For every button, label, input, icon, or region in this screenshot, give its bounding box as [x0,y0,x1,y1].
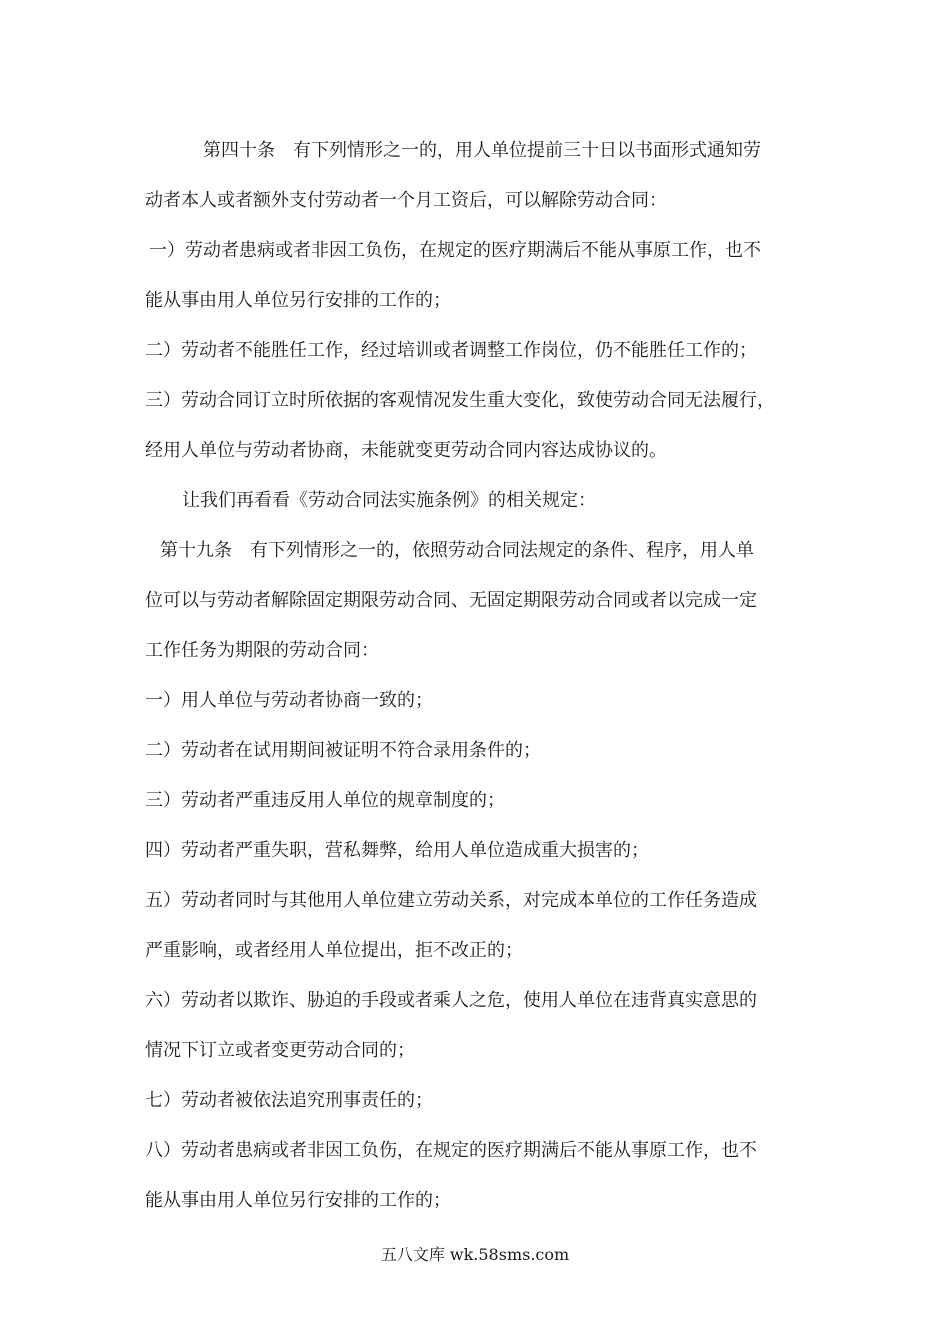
list-item-line: 二）劳动者不能胜任工作，经过培训或者调整工作岗位，仍不能胜任工作的； [145,340,757,361]
list-item-line: 经用人单位与劳动者协商，未能就变更劳动合同内容达成协议的。 [145,440,667,461]
list-item-line: 六）劳动者以欺诈、胁迫的手段或者乘人之危，使用人单位在违背真实意思的 [145,990,757,1011]
paragraph-line-article-19: 第十九条 有下列情形之一的，依照劳动合同法规定的条件、程序，用人单 [160,540,754,561]
paragraph-line-intro: 让我们再看看《劳动合同法实施条例》的相关规定： [182,490,596,511]
paragraph-line-article-40: 第四十条 有下列情形之一的，用人单位提前三十日以书面形式通知劳 [203,140,761,161]
list-item-line: 能从事由用人单位另行安排的工作的； [145,290,451,311]
paragraph-line: 动者本人或者额外支付劳动者一个月工资后，可以解除劳动合同： [145,190,667,211]
list-item-line: 八）劳动者患病或者非因工负伤，在规定的医疗期满后不能从事原工作，也不 [145,1140,757,1161]
list-item-line: 五）劳动者同时与其他用人单位建立劳动关系，对完成本单位的工作任务造成 [145,890,757,911]
paragraph-line: 位可以与劳动者解除固定期限劳动合同、无固定期限劳动合同或者以完成一定 [145,590,757,611]
page-footer: 五八文库 wk.58sms.com [380,1245,570,1264]
list-item-line: 七）劳动者被依法追究刑事责任的； [145,1090,433,1111]
list-item-line: 情况下订立或者变更劳动合同的； [145,1040,415,1061]
paragraph-line: 工作任务为期限的劳动合同： [145,640,379,661]
list-item-line: 三）劳动者严重违反用人单位的规章制度的； [145,790,505,811]
list-item-line: 二）劳动者在试用期间被证明不符合录用条件的； [145,740,541,761]
list-item-line: 三）劳动合同订立时所依据的客观情况发生重大变化，致使劳动合同无法履行， [145,390,775,411]
list-item-line: 一）劳动者患病或者非因工负伤，在规定的医疗期满后不能从事原工作，也不 [149,240,761,261]
list-item-line: 严重影响，或者经用人单位提出，拒不改正的； [145,940,523,961]
list-item-line: 能从事由用人单位另行安排的工作的； [145,1190,451,1211]
list-item-line: 四）劳动者严重失职，营私舞弊，给用人单位造成重大损害的； [145,840,649,861]
list-item-line: 一）用人单位与劳动者协商一致的； [145,690,433,711]
